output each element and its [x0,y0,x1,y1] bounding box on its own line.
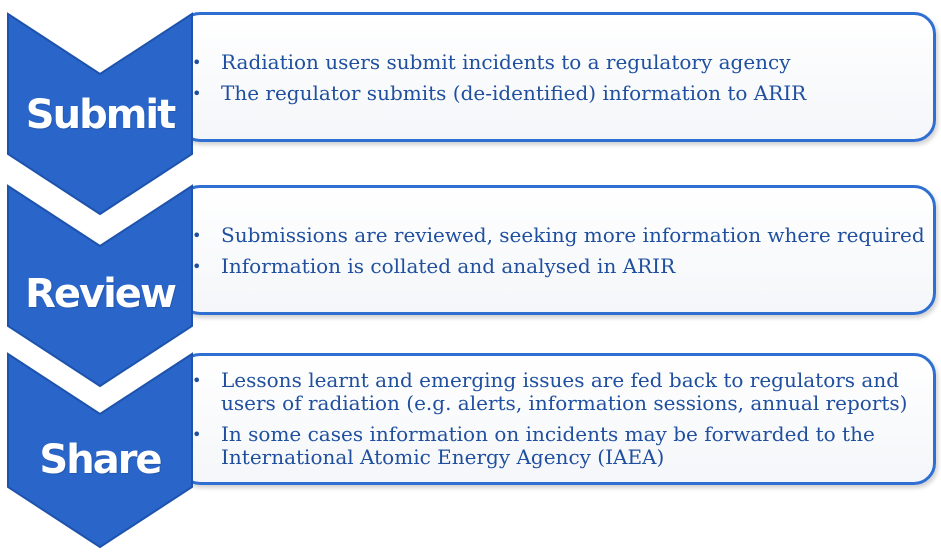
review-step-label: Review [25,271,175,317]
share-bullet-2: • In some cases information on incidents may be forwarded to the International Atomic Energy Agency (IAEA) [192,422,875,469]
review-bullet-list [181,224,933,278]
share-step-label: Share [39,437,161,483]
submit-bullet-list [181,51,933,105]
bullet-icon: • [192,53,202,72]
bullet-icon: • [192,226,202,245]
share-description-box [178,353,936,485]
review-bullet-1: • Submissions are reviewed, seeking more information where required [192,223,925,247]
bullet-icon: • [192,371,202,390]
bullet-icon: • [192,84,202,103]
submit-description-box [178,12,936,142]
review-description-box [178,185,936,315]
share-bullet-list [181,369,933,469]
review-bullet-2: • Information is collated and analysed in ARIR [192,254,676,278]
bullet-icon: • [192,257,202,276]
submit-step-label: Submit [25,92,175,138]
share-bullet-1: • Lessons learnt and emerging issues are fed back to regulators and users of radiation (e.g. alerts, information sessions, annual reports) [192,368,908,415]
submit-bullet-2: • The regulator submits (de-identified) information to ARIR [192,81,807,105]
bullet-icon: • [192,425,202,444]
submit-bullet-1: • Radiation users submit incidents to a regulatory agency [192,50,791,74]
